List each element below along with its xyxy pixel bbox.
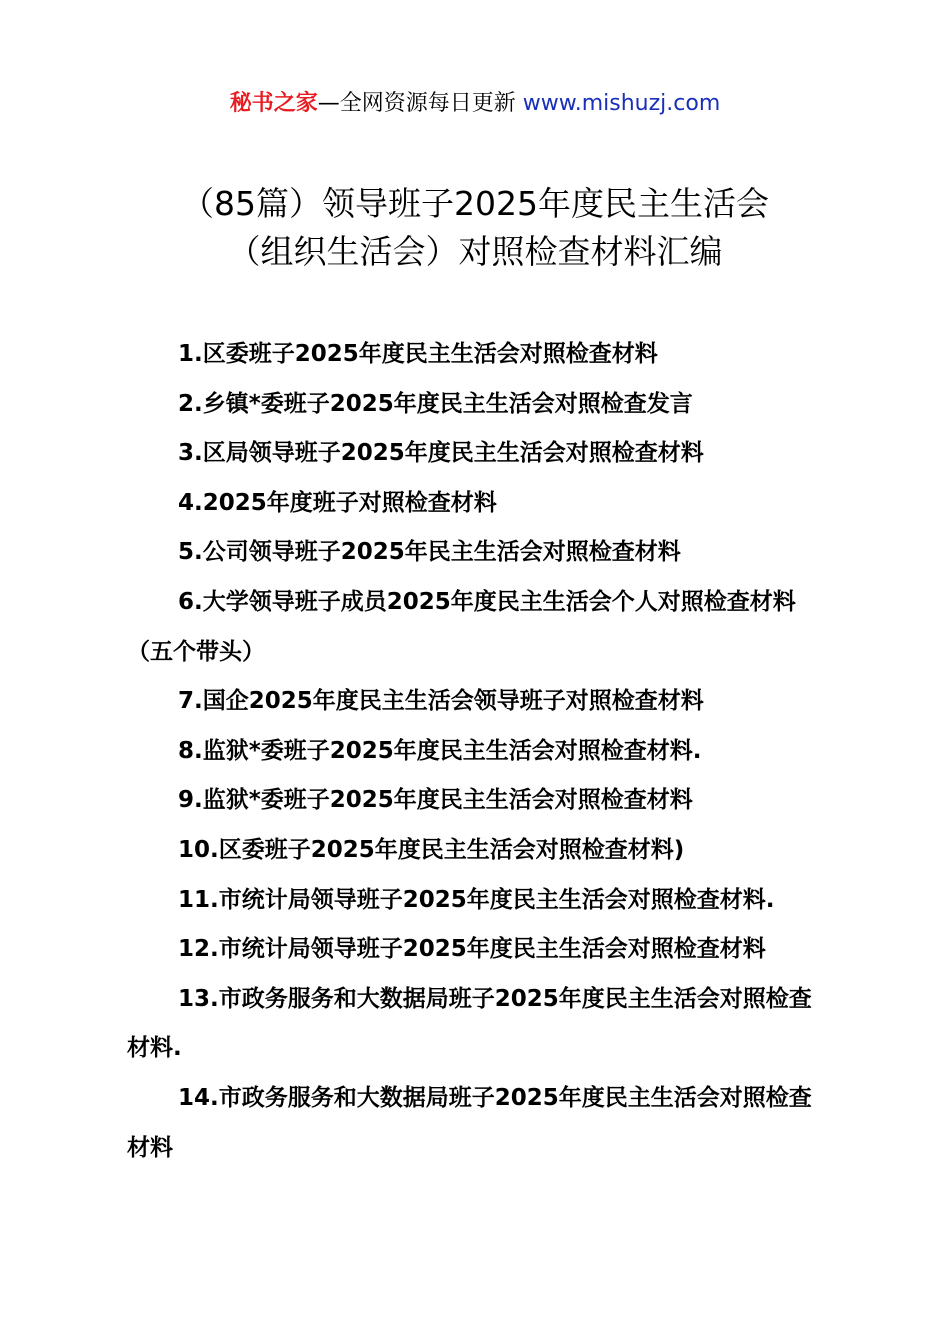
toc-item-12: 12.市统计局领导班子2025年度民主生活会对照检查材料 xyxy=(178,936,766,963)
toc-item-14: 14.市政务服务和大数据局班子2025年度民主生活会对照检查材料 xyxy=(127,1084,812,1161)
toc-item-11: 11.市统计局领导班子2025年度民主生活会对照检查材料. xyxy=(178,886,775,913)
brand-name: 秘书之家 xyxy=(229,91,318,116)
title-line-2: （组织生活会）对照检查材料汇编 xyxy=(227,232,723,271)
title-line-1: （85篇）领导班子2025年度民主生活会 xyxy=(181,184,769,223)
toc-item-7: 7.国企2025年度民主生活会领导班子对照检查材料 xyxy=(178,688,704,715)
toc-item-13: 13.市政务服务和大数据局班子2025年度民主生活会对照检查材料. xyxy=(127,985,812,1062)
header-slogan: —全网资源每日更新 xyxy=(317,91,523,116)
toc-item-5: 5.公司领导班子2025年民主生活会对照检查材料 xyxy=(178,539,681,566)
table-of-contents xyxy=(127,330,833,1173)
toc-item-2: 2.乡镇*委班子2025年度民主生活会对照检查发言 xyxy=(178,390,693,417)
toc-item-1: 1.区委班子2025年度民主生活会对照检查材料 xyxy=(178,341,658,367)
toc-item-9: 9.监狱*委班子2025年度民主生活会对照检查材料 xyxy=(178,787,693,814)
toc-item-4: 4.2025年度班子对照检查材料 xyxy=(178,489,497,516)
site-header xyxy=(0,88,950,120)
document-title xyxy=(0,180,950,276)
toc-item-3: 3.区局领导班子2025年度民主生活会对照检查材料 xyxy=(178,440,704,467)
toc-item-6: 6.大学领导班子成员2025年度民主生活会个人对照检查材料（五个带头） xyxy=(127,588,796,665)
site-url-link[interactable]: www.mishuzj.com xyxy=(522,91,721,116)
toc-item-10: 10.区委班子2025年度民主生活会对照检查材料) xyxy=(178,836,685,863)
toc-item-8: 8.监狱*委班子2025年度民主生活会对照检查材料. xyxy=(178,737,702,764)
